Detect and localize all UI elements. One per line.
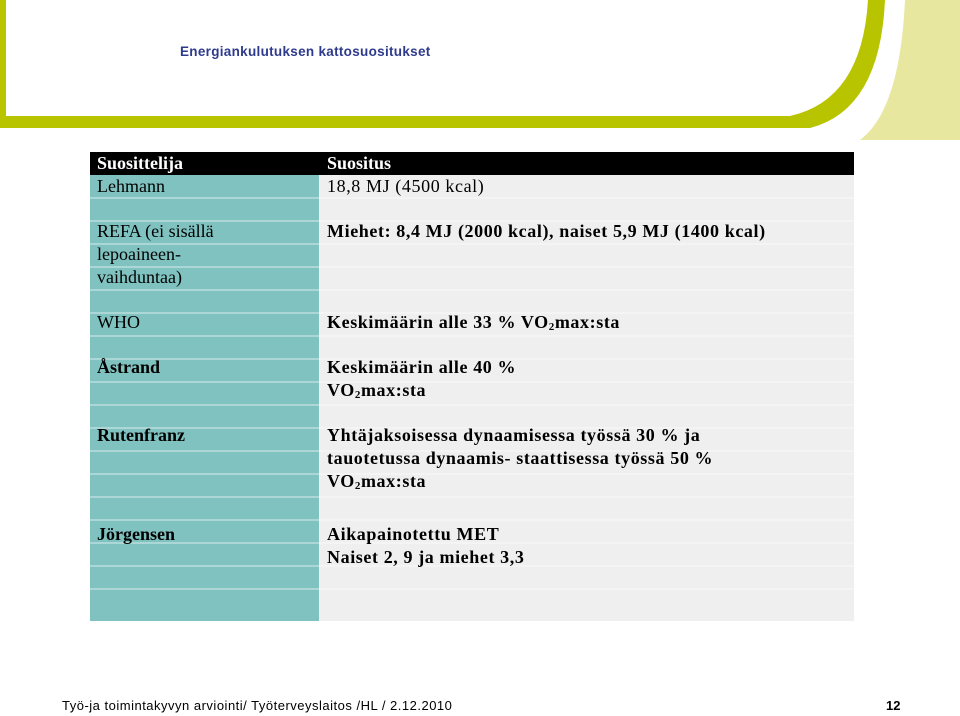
row-divider xyxy=(90,381,854,383)
row-divider xyxy=(90,404,854,406)
row-divider xyxy=(90,243,854,245)
footer-text: Työ-ja toimintakyvyn arviointi/ Työterveyslaitos /HL / 2.12.2010 xyxy=(62,698,453,713)
recommendation-astrand-line2: $VO_2\max:sta$ xyxy=(327,380,427,401)
recommender-jorgensen: Jörgensen xyxy=(97,524,175,544)
recommender-refa-line2: lepoaineen- xyxy=(97,244,181,264)
recommendation-who: Keskimäärin alle 33 % $VO_2\max:sta$ xyxy=(327,312,621,333)
column-header-recommendation: Suositus xyxy=(327,153,392,173)
row-divider xyxy=(90,588,854,590)
row-divider xyxy=(90,496,854,498)
row-divider xyxy=(90,335,854,337)
table-header-row xyxy=(90,152,854,175)
recommender-refa-line1: REFA (ei sisällä xyxy=(97,221,214,241)
row-divider xyxy=(90,266,854,268)
recommender-refa-line3: vaihduntaa) xyxy=(97,267,182,287)
slide-title: Energiankulutuksen kattosuositukset xyxy=(180,44,431,59)
header-white-panel xyxy=(0,0,868,116)
recommendation-rutenfranz-line3: $VO_2\max:sta$ xyxy=(327,471,427,492)
recommendation-rutenfranz-line2: tauotetussa dynaamis- staattisessa työssä 50 % xyxy=(327,448,714,468)
row-divider xyxy=(90,473,854,475)
recommender-rutenfranz: Rutenfranz xyxy=(97,425,185,445)
recommendation-refa: Miehet: 8,4 MJ (2000 kcal), naiset 5,9 MJ (1400 kcal) xyxy=(327,221,766,241)
recommendation-astrand-line1: Keskimäärin alle 40 % xyxy=(327,357,517,377)
page-number: 12 xyxy=(886,698,901,713)
recommender-lehmann: Lehmann xyxy=(97,176,165,196)
recommender-astrand: Åstrand xyxy=(97,357,161,377)
recommendation-rutenfranz-line1: Yhtäjaksoisessa dynaamisessa työssä 30 % ja xyxy=(327,425,701,445)
recommendation-jorgensen-line1: Aikapainotettu MET xyxy=(327,524,500,544)
recommendation-jorgensen-line2: Naiset 2, 9 ja miehet 3,3 xyxy=(327,547,525,567)
recommendations-table xyxy=(90,152,854,621)
column-header-recommender: Suosittelija xyxy=(97,153,184,173)
header-left-strip xyxy=(0,0,6,128)
recommendation-lehmann: 18,8 MJ (4500 kcal) xyxy=(327,176,485,196)
recommender-who: WHO xyxy=(97,312,140,332)
row-divider xyxy=(90,519,854,521)
row-divider xyxy=(90,289,854,291)
